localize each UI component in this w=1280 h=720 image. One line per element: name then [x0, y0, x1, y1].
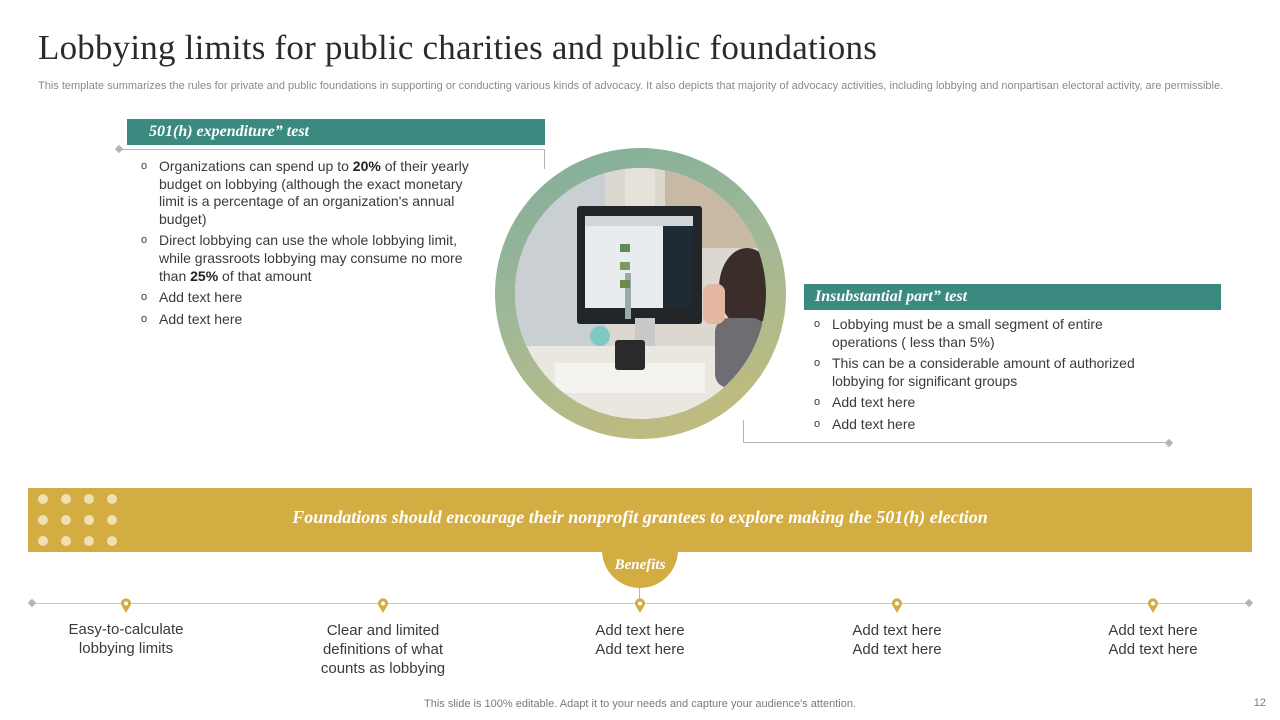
- bullet-bold: 20%: [352, 158, 381, 174]
- benefit-item: [41, 620, 211, 658]
- bullet-text: This can be a considerable amount of authorized lobbying for significant groups: [832, 355, 1135, 389]
- page-number: 12: [1253, 697, 1266, 709]
- bullet-marker: o: [141, 291, 148, 304]
- left-connector-line: [120, 149, 544, 150]
- benefit-item: [555, 621, 725, 659]
- benefit-line: definitions of what: [322, 641, 444, 658]
- right-connector-line: [743, 442, 1168, 443]
- benefit-item: [298, 621, 468, 678]
- map-pin-icon: [891, 598, 903, 614]
- bullet-marker: o: [814, 396, 821, 409]
- computer-workstation-photo: [515, 168, 766, 419]
- map-pin-icon: [120, 598, 132, 614]
- benefit-line: Add text here: [852, 622, 942, 639]
- banner-text: Foundations should encourage their nonprofit grantees to explore making the 501(h) election: [292, 507, 988, 527]
- benefits-tab: Benefits: [602, 540, 678, 588]
- bullet-item: [141, 158, 486, 228]
- left-connector-dot: [115, 145, 123, 153]
- bullet-item: [814, 394, 1159, 412]
- slide-title: Lobbying limits for public charities and public foundations: [38, 28, 878, 67]
- bullet-marker: o: [814, 357, 821, 370]
- insubstantial-test-header: Insubstantial part” test: [804, 284, 1221, 310]
- right-connector-dot: [1165, 439, 1173, 447]
- benefit-item: [812, 621, 982, 659]
- timeline-end-dot: [1245, 599, 1253, 607]
- bullet-text: Lobbying must be a small segment of entire operations ( less than 5%): [832, 316, 1103, 350]
- expenditure-test-bullets: [141, 158, 486, 332]
- right-connector-vertical: [743, 420, 744, 442]
- bullet-item: [814, 316, 1159, 351]
- benefit-line: Add text here: [595, 622, 685, 639]
- left-connector-vertical: [544, 149, 545, 169]
- benefit-line: lobbying limits: [78, 640, 174, 657]
- map-pin-icon: [634, 598, 646, 614]
- benefit-item: [1068, 621, 1238, 659]
- bullet-text: of that amount: [218, 267, 312, 284]
- bullet-item: [814, 355, 1159, 390]
- benefit-line: Add text here: [852, 641, 942, 658]
- timeline-start-dot: [28, 599, 36, 607]
- bullet-item: [141, 289, 486, 307]
- photo-ring: [495, 148, 786, 439]
- benefit-line: Easy-to-calculate: [68, 621, 184, 638]
- bullet-text: Add text here: [832, 394, 916, 411]
- expenditure-test-header: 501(h) expenditure” test: [127, 119, 545, 145]
- map-pin-icon: [377, 598, 389, 614]
- bullet-text: Add text here: [832, 415, 916, 432]
- benefit-line: counts as lobbying: [320, 660, 446, 677]
- bullet-text: Add text here: [159, 289, 243, 306]
- insubstantial-test-bullets: [814, 316, 1159, 438]
- benefit-line: Add text here: [1108, 641, 1198, 658]
- bullet-text: Organizations can spend up to: [159, 158, 353, 174]
- bullet-marker: o: [814, 318, 821, 330]
- bullet-marker: o: [141, 312, 148, 325]
- slide-subtitle: This template summarizes the rules for private and public foundations in supporting or conducting various kinds of advocacy. It also depicts that majority of advocacy activities, including lobbying and nonpartisan electoral activity, are permissible.: [38, 80, 1224, 92]
- map-pin-icon: [1147, 598, 1159, 614]
- bullet-item: [814, 416, 1159, 434]
- bullet-item: [141, 311, 486, 329]
- bullet-marker: o: [814, 417, 821, 430]
- bullet-text: of their yearly budget on lobbying (although the exact monetary limit is a percentage of an organization's annual budget): [159, 158, 469, 227]
- bullet-marker: o: [141, 234, 148, 247]
- bullet-marker: o: [141, 160, 148, 172]
- benefit-line: Add text here: [595, 641, 685, 658]
- computer-photo-illustration: [515, 168, 766, 419]
- bullet-text: Direct lobbying can use the whole lobbying limit, while grassroots lobbying may consume no more than: [159, 232, 463, 284]
- slide-footer: This slide is 100% editable. Adapt it to your needs and capture your audience's attention.: [424, 698, 856, 710]
- bullet-text: Add text here: [159, 310, 243, 327]
- benefit-line: Add text here: [1108, 622, 1198, 639]
- bullet-item: [141, 232, 486, 285]
- benefit-line: Clear and limited: [326, 622, 440, 639]
- bullet-bold: 25%: [190, 267, 219, 284]
